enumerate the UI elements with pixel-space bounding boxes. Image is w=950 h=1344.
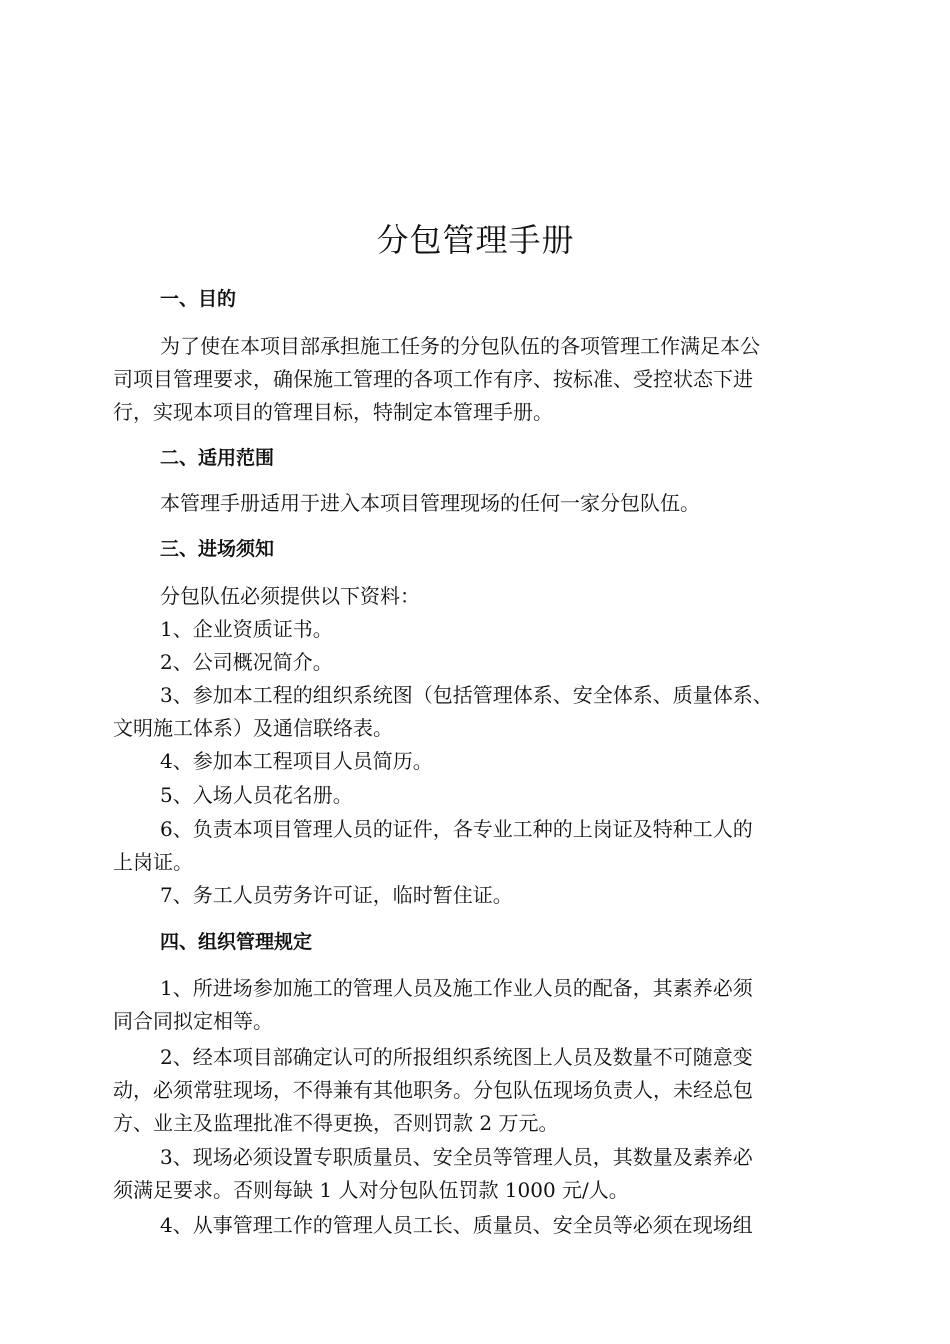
text-line: 上岗证。 xyxy=(113,850,193,874)
list-item xyxy=(113,613,838,646)
paragraph xyxy=(113,972,838,1038)
paragraph xyxy=(113,1041,838,1140)
text-line: 6、负责本项目管理人员的证件，各专业工种的上岗证及特种工人的 xyxy=(160,817,753,841)
text-line: 方、业主及监理批准不得更换，否则罚款 2 万元。 xyxy=(113,1111,559,1135)
text-line: 3、参加本工程的组织系统图（包括管理体系、安全体系、质量体系、 xyxy=(160,683,773,707)
section-heading-entry-notice: 三、进场须知 xyxy=(160,538,275,560)
paragraph xyxy=(113,487,838,520)
section-heading-organization-rules: 四、组织管理规定 xyxy=(160,931,313,953)
text-line: 7、务工人员劳务许可证，临时暂住证。 xyxy=(160,883,513,907)
text-line: 1、企业资质证书。 xyxy=(160,617,333,641)
paragraph xyxy=(113,1141,838,1207)
list-item xyxy=(113,745,838,778)
text-line: 2、公司概况简介。 xyxy=(160,650,333,674)
text-line: 2、经本项目部确定认可的所报组织系统图上人员及数量不可随意变 xyxy=(160,1045,753,1069)
list-item xyxy=(113,813,838,879)
text-line: 动，必须常驻现场，不得兼有其他职务。分包队伍现场负责人，未经总包 xyxy=(113,1078,753,1102)
paragraph xyxy=(113,1209,838,1242)
text-line: 3、现场必须设置专职质量员、安全员等管理人员，其数量及素养必 xyxy=(160,1145,753,1169)
text-line: 4、从事管理工作的管理人员工长、质量员、安全员等必须在现场组 xyxy=(160,1213,753,1237)
list-item xyxy=(113,646,838,679)
text-line: 文明施工体系）及通信联络表。 xyxy=(113,716,393,740)
text-line: 行，实现本项目的管理目标，特制定本管理手册。 xyxy=(113,400,553,424)
text-line: 本管理手册适用于进入本项目管理现场的任何一家分包队伍。 xyxy=(160,491,700,515)
text-line: 5、入场人员花名册。 xyxy=(160,783,353,807)
list-item xyxy=(113,779,838,812)
text-line: 同合同拟定相等。 xyxy=(113,1009,273,1033)
text-line: 分包队伍必须提供以下资料： xyxy=(160,584,420,608)
paragraph xyxy=(113,330,838,429)
text-line: 4、参加本工程项目人员简历。 xyxy=(160,749,433,773)
section-heading-scope: 二、适用范围 xyxy=(160,447,275,469)
text-line: 须满足要求。否则每缺 1 人对分包队伍罚款 1000 元/人。 xyxy=(113,1178,629,1202)
list-item xyxy=(113,879,838,912)
list-item xyxy=(113,679,838,745)
text-line: 司项目管理要求，确保施工管理的各项工作有序、按标准、受控状态下进 xyxy=(113,367,753,391)
text-line: 1、所进场参加施工的管理人员及施工作业人员的配备，其素养必须 xyxy=(160,976,753,1000)
paragraph xyxy=(113,580,838,613)
section-heading-purpose: 一、目的 xyxy=(160,288,237,310)
text-line: 为了使在本项目部承担施工任务的分包队伍的各项管理工作满足本公 xyxy=(160,334,760,358)
document-title: 分包管理手册 xyxy=(376,221,575,259)
